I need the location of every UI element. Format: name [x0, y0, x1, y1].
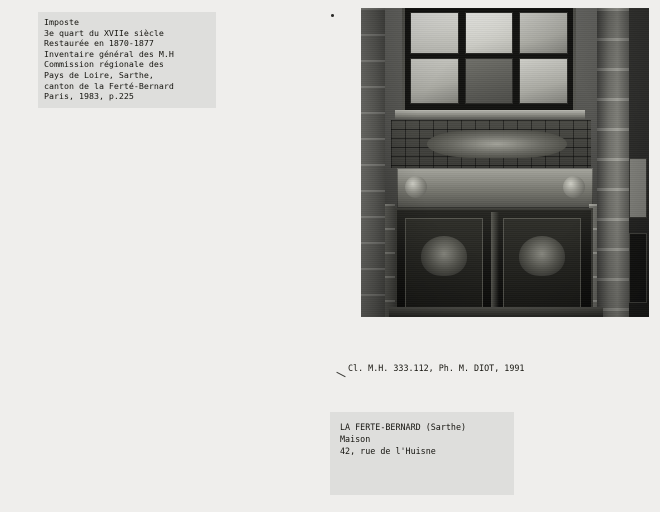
door-carving [519, 236, 565, 276]
caption-line: Restaurée en 1870-1877 [44, 38, 154, 49]
upper-window [405, 8, 573, 110]
window-pane [519, 58, 568, 104]
window-sill [395, 110, 585, 120]
location-caption-label [330, 412, 514, 495]
caption-line: Commission régionale des [44, 59, 164, 70]
caption-line: Imposte [44, 17, 79, 27]
caption-line: Pays de Loire, Sarthe, [44, 69, 154, 80]
caption-line: LA FERTE-BERNARD (Sarthe) [340, 422, 467, 432]
pilaster-right [597, 8, 631, 317]
caption-line: Paris, 1983, p.225 [44, 91, 134, 102]
caption-line: Inventaire général des M.H [44, 48, 174, 59]
window-pane [519, 12, 568, 54]
pilaster-left [361, 8, 385, 317]
carved-ornament [427, 130, 567, 158]
adjacent-window-upper [629, 158, 647, 218]
caption-line: canton de la Ferté-Bernard [44, 80, 174, 91]
door-carving [421, 236, 467, 276]
door-step [389, 307, 603, 317]
adjacent-window-lower [629, 233, 647, 303]
door-mullion [491, 212, 499, 316]
doorway [395, 208, 593, 317]
photo-content [361, 8, 649, 317]
ink-dot-mark [331, 14, 334, 17]
caption-line: 3e quart du XVIIe siècle [44, 27, 164, 38]
window-pane-row [410, 12, 568, 54]
window-pane [410, 12, 459, 54]
window-pane [465, 12, 514, 54]
photo-credit: Cl. M.H. 333.112, Ph. M. DIOT, 1991 [348, 363, 525, 373]
facade-doorway-photo [361, 8, 649, 317]
window-pane-row [410, 58, 568, 104]
window-pane [465, 58, 514, 104]
caption-line: 42, rue de l'Huisne [340, 446, 436, 456]
window-pane [410, 58, 459, 104]
pencil-tick-mark [336, 372, 345, 378]
scroll-console [563, 176, 585, 198]
caption-line: Maison [340, 434, 371, 444]
imposte-lintel [397, 168, 593, 208]
door-panel [503, 218, 581, 310]
door-panel [405, 218, 483, 310]
imposte-caption-label [38, 12, 216, 108]
adjacent-bay [629, 8, 649, 317]
scroll-console [405, 176, 427, 198]
